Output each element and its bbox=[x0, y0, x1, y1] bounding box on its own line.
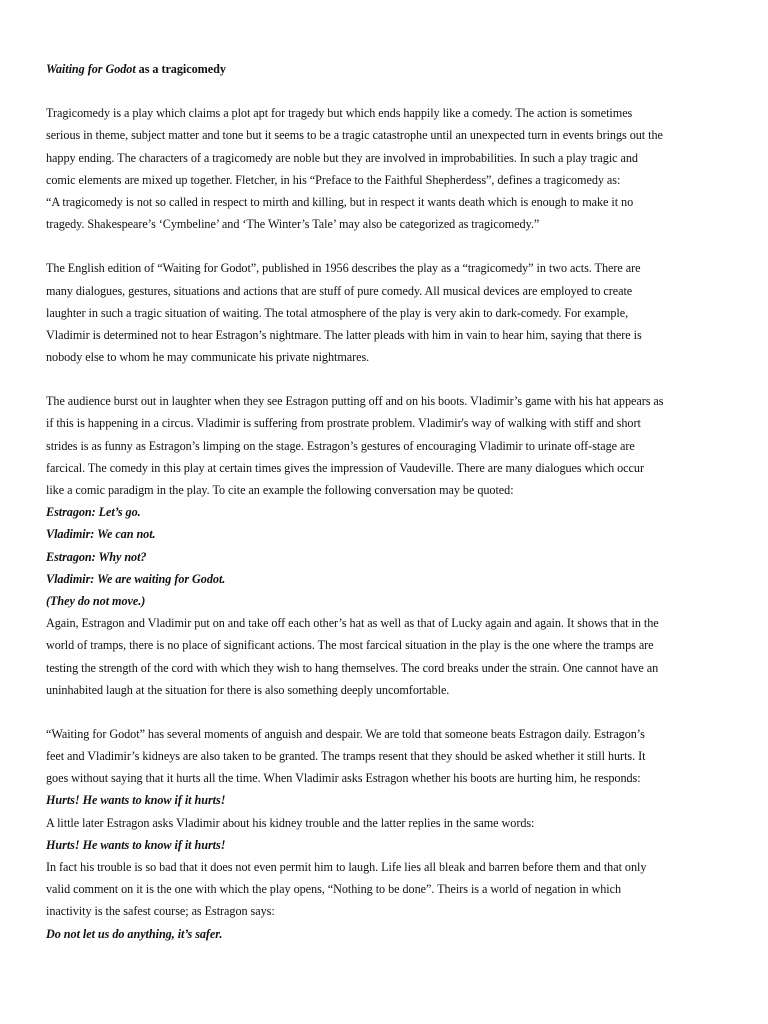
text-line: inactivity is the safest course; as Estragon says: bbox=[46, 904, 275, 919]
title-rest: as a tragicomedy bbox=[135, 62, 226, 76]
text-line: uninhabited laugh at the situation for there is also something deeply uncomfortable. bbox=[46, 682, 450, 697]
text-line: “A tragicomedy is not so called in respect to mirth and killing, but in respect it wants death which is enough to make it no bbox=[46, 194, 634, 209]
text-line: “Waiting for Godot” has several moments of anguish and despair. We are told that someone beats Estragon daily. Estragon’s bbox=[46, 726, 645, 741]
paragraph-english-edition bbox=[46, 257, 736, 368]
text-line: farcical. The comedy in this play at certain times gives the impression of Vaudeville. There are many dialogues which occur bbox=[46, 460, 644, 475]
title-play-name: Waiting for Godot bbox=[46, 62, 136, 76]
text-line: happy ending. The characters of a tragicomedy are noble but they are involved in improbabilities. In such a play tragic and bbox=[46, 150, 638, 165]
paragraph-audience-laughter bbox=[46, 390, 736, 501]
dialogue-line: Estragon: Let’s go. bbox=[46, 505, 141, 520]
dialogue-line: Vladimir: We can not. bbox=[46, 527, 156, 542]
quote-line: Hurts! He wants to know if it hurts! bbox=[46, 793, 226, 808]
text-line: Vladimir is determined not to hear Estragon’s nightmare. The latter pleads with him in vain to hear him, saying that there is bbox=[46, 327, 642, 342]
text-line: The audience burst out in laughter when they see Estragon putting off and on his boots. Vladimir’s game with his hat appears as bbox=[46, 394, 664, 409]
paragraph-farcical-situations bbox=[46, 612, 736, 701]
text-line: like a comic paradigm in the play. To cite an example the following conversation may be quoted: bbox=[46, 483, 514, 497]
document-title bbox=[46, 58, 736, 80]
text-line: many dialogues, gestures, situations and actions that are stuff of pure comedy. All musical devices are employed to create bbox=[46, 283, 633, 298]
stage-direction: (They do not move.) bbox=[46, 593, 146, 608]
text-line: laughter in such a tragic situation of waiting. The total atmosphere of the play is very akin to dark-comedy. For example, bbox=[46, 305, 629, 320]
text-line: valid comment on it is the one with which the play opens, “Nothing to be done”. Theirs is a world of negation in which bbox=[46, 882, 622, 897]
text-line: strides is as funny as Estragon’s limping on the stage. Estragon’s gestures of encouraging Vladimir to urinate off-stage are bbox=[46, 438, 635, 453]
dialogue-block bbox=[46, 501, 736, 612]
document-page bbox=[46, 58, 736, 945]
text-line: The English edition of “Waiting for Godot”, published in 1956 describes the play as a “tragicomedy” in two acts. There are bbox=[46, 261, 641, 276]
text-line: comic elements are mixed up together. Fletcher, in his “Preface to the Faithful Shepherdess”, defines a tragicomedy as: bbox=[46, 172, 621, 187]
quote-line: Hurts! He wants to know if it hurts! bbox=[46, 837, 226, 852]
text-line: world of tramps, there is no place of significant actions. The most farcical situation in the play is the one where the tramps are bbox=[46, 638, 654, 653]
text-line: Tragicomedy is a play which claims a plot apt for tragedy but which ends happily like a comedy. The action is sometimes bbox=[46, 106, 633, 121]
paragraph-definition bbox=[46, 102, 736, 235]
dialogue-line: Vladimir: We are waiting for Godot. bbox=[46, 571, 226, 586]
dialogue-line: Estragon: Why not? bbox=[46, 549, 147, 564]
text-line: testing the strength of the cord with which they wish to hang themselves. The cord breaks under the strain. One cannot have an bbox=[46, 660, 659, 675]
text-line: goes without saying that it hurts all the time. When Vladimir asks Estragon whether his boots are hurting him, he responds: bbox=[46, 771, 641, 786]
text-line: tragedy. Shakespeare’s ‘Cymbeline’ and ‘The Winter’s Tale’ may also be categorized as tragicomedy.” bbox=[46, 217, 540, 232]
text-line: A little later Estragon asks Vladimir about his kidney trouble and the latter replies in the same words: bbox=[46, 815, 535, 830]
text-line: nobody else to whom he may communicate his private nightmares. bbox=[46, 350, 370, 365]
quote-line: Do not let us do anything, it’s safer. bbox=[46, 926, 223, 941]
text-line: if this is happening in a circus. Vladimir is suffering from prostrate problem. Vladimir's way of walking with stiff and short bbox=[46, 416, 641, 431]
paragraph-anguish bbox=[46, 723, 736, 945]
text-line: feet and Vladimir’s kidneys are also taken to be granted. The tramps resent that they should be asked whether it still hurts. It bbox=[46, 749, 646, 764]
text-line: Again, Estragon and Vladimir put on and take off each other’s hat as well as that of Lucky again and again. It shows that in the bbox=[46, 616, 659, 631]
text-line: serious in theme, subject matter and tone but it seems to be a tragic catastrophe until an unexpected turn in events brings out the bbox=[46, 128, 663, 143]
text-line: In fact his trouble is so bad that it does not even permit him to laugh. Life lies all bleak and barren before them and that only bbox=[46, 860, 647, 874]
